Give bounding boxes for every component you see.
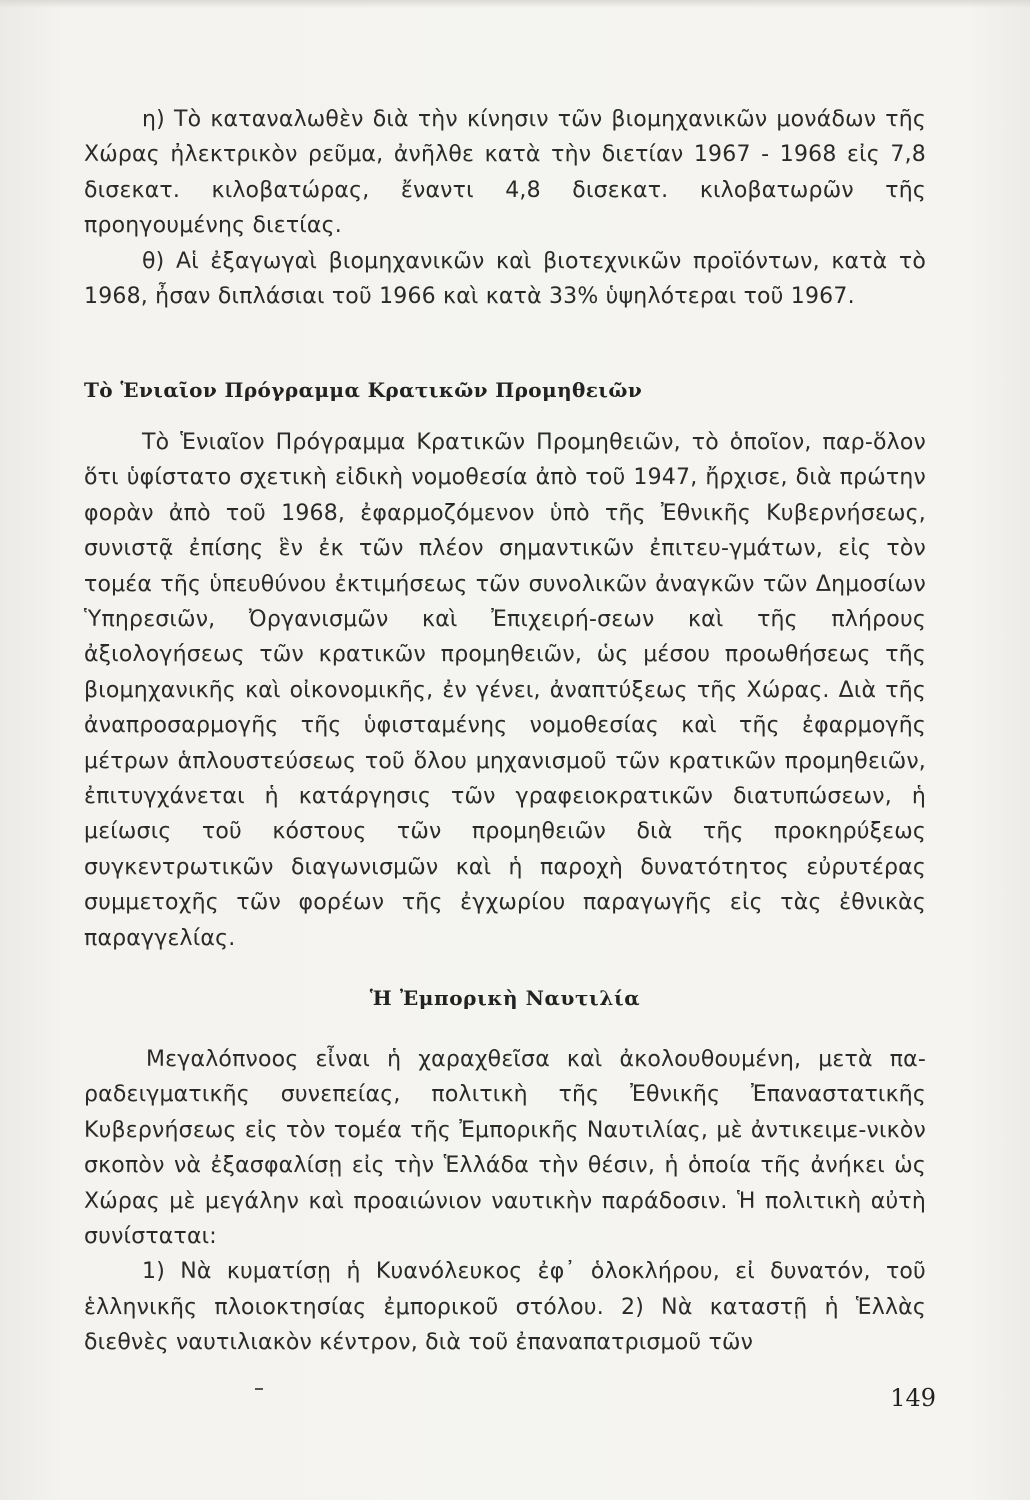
section-procurement-body-wrap <box>84 425 926 956</box>
section-procurement <box>84 378 926 402</box>
intro-paragraphs <box>84 102 926 314</box>
section-list-shipping: 1) Νὰ κυματίσῃ ἡ Κυανόλευκος ἐφ᾽ ὁλοκλήρου, εἰ δυνατόν, τοῦ ἑλληνικῆς πλοιοκτησίας ἐμπορικοῦ στόλου. 2) Νὰ καταστῇ ἡ Ἑλλὰς διεθνὲς ναυτιλιακὸν κέντρον, διὰ τοῦ ἐπαναπατρισμοῦ τῶν <box>84 1259 926 1356</box>
paragraph-eta: η) Τὸ καταναλωθὲν διὰ τὴν κίνησιν τῶν βιομηχανικῶν μονάδων τῆς Χώρας ἠλεκτρικὸν ρεῦμα, ἀνῆλθε κατὰ τὴν διετίαν 1967 - 1968 εἰς 7,8 δισεκατ. κιλοβατώρας, ἔναντι 4,8 δισεκατ. κιλοβατωρῶν τῆς προηγουμένης διετίας. <box>84 107 926 239</box>
page-top-edge <box>0 0 1030 8</box>
section-body-shipping: Μεγαλόπνοος εἶναι ἡ χαραχθεῖσα καὶ ἀκολουθουμένη, μετὰ πα-ραδειγματικῆς συνεπείας, πολιτικὴ τῆς Ἐθνικῆς Ἐπαναστατικῆς Κυβερνήσεως εἰς τὸν τομέα τῆς Ἐμπορικῆς Ναυτιλίας, μὲ ἀντικειμε-νικὸν σκοπὸν νὰ ἐξασφαλίσῃ εἰς τὴν Ἑλλάδα τὴν θέσιν, ἡ ὁποία τῆς ἀνήκει ὡς Χώρας μὲ μεγάλην καὶ προαιώνιον ναυτικὴν παράδοσιν. Ἡ πολιτικὴ αὐτὴ συνίσταται: <box>84 1047 926 1250</box>
section-heading-shipping: Ἡ Ἐμπορικὴ Ναυτιλία <box>369 986 641 1010</box>
page-number: 149 <box>890 1384 936 1412</box>
paragraph-theta: θ) Αἱ ἐξαγωγαὶ βιομηχανικῶν καὶ βιοτεχνικῶν προϊόντων, κατὰ τὸ 1968, ἦσαν διπλάσιαι τοῦ 1966 καὶ κατὰ 33% ὑψηλότεραι τοῦ 1967. <box>84 248 926 310</box>
section-shipping <box>84 986 926 1010</box>
print-mark <box>255 1388 263 1390</box>
section-body-procurement: Τὸ Ἑνιαῖον Πρόγραμμα Κρατικῶν Προμηθειῶν, τὸ ὁποῖον, παρ-ὅλον ὅτι ὑφίστατο σχετικὴ εἰδικὴ νομοθεσία ἀπὸ τοῦ 1947, ἤρχισε, διὰ πρώτην φορὰν ἀπὸ τοῦ 1968, ἐφαρμοζόμενον ὑπὸ τῆς Ἐθνικῆς Κυβερνήσεως, συνιστᾷ ἐπίσης ἓν ἐκ τῶν πλέον σημαντικῶν ἐπιτευ-γμάτων, εἰς τὸν τομέα τῆς ὑπευθύνου ἐκτιμήσεως τῶν συνολικῶν ἀναγκῶν τῶν Δημοσίων Ὑπηρεσιῶν, Ὀργανισμῶν καὶ Ἐπιχειρή-σεων καὶ τῆς πλήρους ἀξιολογήσεως τῶν κρατικῶν προμηθειῶν, ὡς μέσου προωθήσεως τῆς βιομηχανικῆς καὶ οἰκονομικῆς, ἐν γένει, ἀναπτύξεως τῆς Χώρας. Διὰ τῆς ἀναπροσαρμογῆς τῆς ὑφισταμένης νομοθεσίας καὶ τῆς ἐφαρμογῆς μέτρων ἁπλουστεύσεως τοῦ ὅλου μηχανισμοῦ τῶν κρατικῶν προμηθειῶν, ἐπιτυγχάνεται ἡ κατάργησις τῶν γραφειοκρατικῶν διατυπώσεων, ἡ μείωσις τοῦ κόστους τῶν προμηθειῶν διὰ τῆς προκηρύξεως συγκεντρωτικῶν διαγωνισμῶν καὶ ἡ παροχὴ δυνατότητος εὐρυτέρας συμμετοχῆς τῶν φορέων τῆς ἐγχωρίου παραγωγῆς εἰς τὰς ἐθνικὰς παραγγελίας. <box>84 430 926 951</box>
section-shipping-body-wrap <box>84 1042 926 1361</box>
section-heading-procurement: Τὸ Ἑνιαῖον Πρόγραμμα Κρατικῶν Προμηθειῶν <box>84 378 643 402</box>
